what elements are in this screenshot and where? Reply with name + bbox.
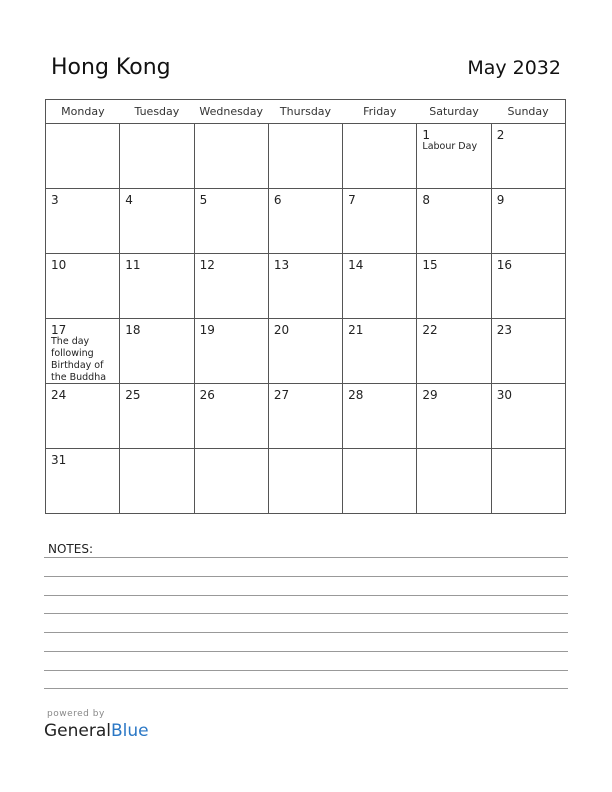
day-number: 13 bbox=[273, 258, 290, 272]
day-number: 11 bbox=[125, 258, 141, 272]
day-cell[interactable] bbox=[120, 189, 194, 254]
weekday-friday: Friday bbox=[343, 100, 417, 124]
day-cell[interactable] bbox=[120, 449, 194, 514]
weekday-monday: Monday bbox=[46, 100, 120, 124]
note-line bbox=[44, 632, 568, 633]
day-cell[interactable] bbox=[268, 319, 342, 384]
day-number: 7 bbox=[348, 193, 356, 207]
day-cell[interactable] bbox=[46, 124, 120, 189]
day-cell[interactable] bbox=[343, 319, 417, 384]
holiday-label: The day following Birthday of the Buddha bbox=[51, 336, 107, 383]
powered-by-text: powered by bbox=[47, 709, 105, 719]
note-line bbox=[44, 670, 568, 671]
day-number: 15 bbox=[422, 258, 438, 272]
note-line bbox=[44, 613, 568, 614]
day-cell[interactable] bbox=[46, 384, 120, 449]
weekday-tuesday: Tuesday bbox=[120, 100, 194, 124]
brand-logo[interactable] bbox=[44, 721, 149, 741]
day-cell[interactable] bbox=[491, 319, 565, 384]
holiday-label: Labour Day bbox=[422, 141, 478, 152]
day-cell[interactable] bbox=[194, 254, 268, 319]
day-number: 19 bbox=[199, 323, 215, 337]
day-cell[interactable] bbox=[194, 124, 268, 189]
day-number: 9 bbox=[496, 193, 505, 207]
weekday-saturday: Saturday bbox=[417, 100, 491, 124]
day-cell[interactable] bbox=[120, 319, 194, 384]
day-cell[interactable] bbox=[417, 449, 491, 514]
day-cell[interactable] bbox=[343, 254, 417, 319]
weekday-sunday: Sunday bbox=[491, 100, 565, 124]
day-number: 1 bbox=[422, 128, 431, 142]
day-cell[interactable] bbox=[343, 384, 417, 449]
day-cell[interactable] bbox=[46, 254, 120, 319]
day-cell[interactable] bbox=[343, 449, 417, 514]
weekday-thursday: Thursday bbox=[268, 100, 342, 124]
day-cell[interactable] bbox=[491, 254, 565, 319]
brand-blue: Blue bbox=[111, 721, 149, 741]
weekday-wednesday: Wednesday bbox=[194, 100, 268, 124]
day-cell[interactable] bbox=[343, 189, 417, 254]
week-row bbox=[46, 449, 566, 514]
day-cell[interactable] bbox=[491, 384, 565, 449]
week-row bbox=[46, 189, 566, 254]
day-number: 6 bbox=[273, 193, 282, 207]
week-row bbox=[46, 254, 566, 319]
calendar-month-year: May 2032 bbox=[467, 57, 561, 79]
brand-general: General bbox=[44, 721, 111, 741]
week-row bbox=[46, 124, 566, 189]
day-number: 5 bbox=[199, 193, 208, 207]
day-cell[interactable] bbox=[46, 449, 120, 514]
day-cell[interactable] bbox=[491, 189, 565, 254]
day-cell[interactable] bbox=[491, 124, 565, 189]
day-number: 21 bbox=[348, 323, 364, 337]
day-cell[interactable] bbox=[343, 124, 417, 189]
day-cell[interactable] bbox=[268, 384, 342, 449]
day-number: 2 bbox=[496, 128, 505, 142]
day-number: 23 bbox=[496, 323, 512, 337]
day-number: 29 bbox=[422, 388, 438, 402]
day-number: 20 bbox=[273, 323, 290, 337]
week-row bbox=[46, 384, 566, 449]
day-number: 10 bbox=[51, 258, 67, 272]
week-row bbox=[46, 319, 566, 384]
note-line bbox=[44, 651, 568, 652]
day-cell[interactable] bbox=[194, 384, 268, 449]
day-cell[interactable] bbox=[417, 384, 491, 449]
day-cell[interactable] bbox=[417, 124, 491, 189]
day-cell[interactable] bbox=[120, 254, 194, 319]
day-cell[interactable] bbox=[194, 449, 268, 514]
day-number: 4 bbox=[125, 193, 133, 207]
day-number: 25 bbox=[125, 388, 141, 402]
note-line bbox=[44, 576, 568, 577]
day-number: 17 bbox=[51, 323, 67, 337]
day-cell[interactable] bbox=[268, 449, 342, 514]
day-number: 26 bbox=[199, 388, 215, 402]
day-cell[interactable] bbox=[268, 124, 342, 189]
day-cell[interactable] bbox=[120, 384, 194, 449]
calendar-grid bbox=[45, 99, 566, 514]
day-number: 8 bbox=[422, 193, 431, 207]
note-line bbox=[44, 557, 568, 558]
day-number: 22 bbox=[422, 323, 438, 337]
day-number: 27 bbox=[273, 388, 290, 402]
day-number: 30 bbox=[496, 388, 512, 402]
weekday-header-row bbox=[46, 100, 566, 124]
note-line bbox=[44, 688, 568, 689]
day-number: 24 bbox=[51, 388, 67, 402]
day-cell[interactable] bbox=[417, 254, 491, 319]
day-number: 31 bbox=[51, 453, 67, 467]
day-cell[interactable] bbox=[268, 189, 342, 254]
note-line bbox=[44, 595, 568, 596]
calendar-weeks bbox=[46, 124, 566, 514]
day-cell[interactable] bbox=[194, 319, 268, 384]
day-number: 12 bbox=[199, 258, 215, 272]
day-number: 3 bbox=[51, 193, 59, 207]
day-cell[interactable] bbox=[194, 189, 268, 254]
day-number: 16 bbox=[496, 258, 512, 272]
notes-label: NOTES: bbox=[48, 542, 93, 556]
day-number: 18 bbox=[125, 323, 141, 337]
day-cell[interactable] bbox=[491, 449, 565, 514]
day-cell[interactable] bbox=[268, 254, 342, 319]
day-cell[interactable] bbox=[417, 189, 491, 254]
day-number: 14 bbox=[348, 258, 364, 272]
day-number: 28 bbox=[348, 388, 364, 402]
day-cell[interactable] bbox=[46, 189, 120, 254]
day-cell[interactable] bbox=[120, 124, 194, 189]
calendar-region-title: Hong Kong bbox=[51, 55, 171, 80]
day-cell[interactable] bbox=[46, 319, 120, 384]
day-cell[interactable] bbox=[417, 319, 491, 384]
